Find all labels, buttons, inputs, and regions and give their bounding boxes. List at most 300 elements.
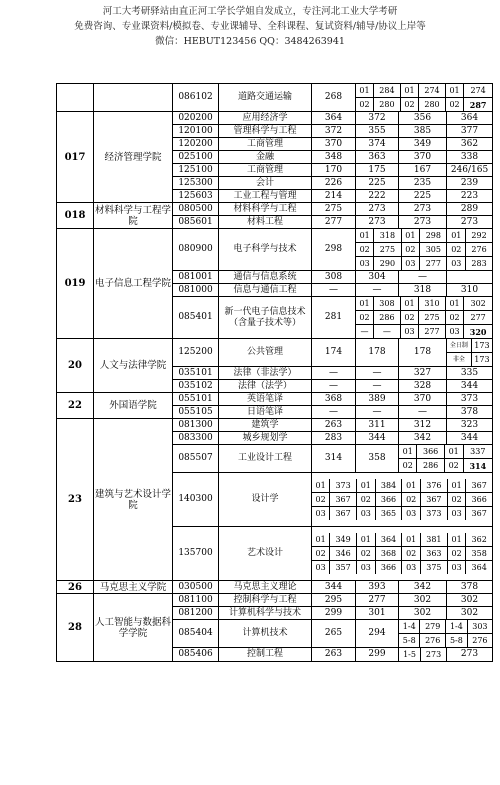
- sub-label: 03: [356, 257, 374, 271]
- sub-label: 全日制: [447, 339, 471, 353]
- sub-label: 03: [312, 507, 330, 521]
- score-cell: 328: [399, 380, 447, 393]
- score-cell: 363: [356, 151, 399, 164]
- sub-score: 364: [471, 562, 487, 572]
- score-cell: 178: [399, 339, 447, 367]
- score-cell: —: [312, 380, 356, 393]
- score-cell: [447, 271, 493, 284]
- sub-label: 02: [357, 547, 375, 561]
- sub-score: 357: [330, 561, 357, 575]
- sub-label: 01: [356, 84, 374, 98]
- sub-score: 284: [374, 84, 401, 98]
- major-code: 055101: [173, 393, 219, 406]
- score-cell: 226: [312, 177, 356, 190]
- sub-score: —: [374, 325, 401, 339]
- score-cell: 374: [356, 138, 399, 151]
- sub-score: 292: [466, 229, 492, 243]
- score-cell: —: [356, 284, 399, 297]
- score-cell: 294: [356, 620, 399, 648]
- score-cell: 223: [447, 190, 493, 203]
- major-name: 控制科学与工程: [219, 594, 312, 607]
- sub-score: 280: [419, 98, 446, 112]
- sub-score: 384: [375, 479, 402, 493]
- table-row: [57, 393, 493, 406]
- score-sub-grid: [312, 473, 493, 527]
- sub-score: 373: [420, 507, 447, 521]
- major-code: 081300: [173, 419, 219, 432]
- score-cell: 263: [312, 419, 356, 432]
- major-name: 建筑学: [219, 419, 312, 432]
- score-cell: 302: [447, 607, 493, 620]
- sub-score: 367: [330, 507, 357, 521]
- school-name: 人文与法律学院: [94, 339, 173, 393]
- page-header: [0, 4, 500, 49]
- major-name: 通信与信息系统: [219, 271, 312, 284]
- major-name: 马克思主义理论: [219, 581, 312, 594]
- score-cell: 273: [399, 216, 447, 229]
- major-name: 控制工程: [219, 648, 312, 662]
- score-cell: 167: [399, 164, 447, 177]
- sub-score: 314: [469, 460, 487, 471]
- major-name: 英语笔译: [219, 393, 312, 406]
- sub-label: 01: [447, 479, 465, 493]
- sub-label: 5-8: [446, 634, 468, 648]
- school-number: 23: [57, 419, 94, 581]
- score-cell: 273: [356, 203, 399, 216]
- score-cell: 389: [356, 393, 399, 406]
- major-name: 公共管理: [219, 339, 312, 367]
- sub-label: 03: [400, 325, 418, 339]
- school-name: 外国语学院: [94, 393, 173, 419]
- score-cell: 225: [399, 190, 447, 203]
- score-cell: 299: [356, 648, 399, 662]
- score-cell: 393: [356, 581, 399, 594]
- major-code: 035101: [173, 367, 219, 380]
- sub-label: 01: [312, 533, 330, 547]
- major-code: 081000: [173, 284, 219, 297]
- score-cell: 235: [399, 177, 447, 190]
- sub-label: 01: [447, 533, 465, 547]
- major-code: 080500: [173, 203, 219, 216]
- score-cell: 175: [356, 164, 399, 177]
- sub-score: 290: [374, 257, 401, 271]
- sub-label: 01: [400, 297, 418, 311]
- sub-label: 1-5: [399, 648, 421, 661]
- score-cell: —: [356, 367, 399, 380]
- score-cell: 312: [399, 419, 447, 432]
- major-name: 日语笔译: [219, 406, 312, 419]
- score-cell: 327: [399, 367, 447, 380]
- sub-score: 337: [463, 445, 492, 459]
- major-name: 信息与通信工程: [219, 284, 312, 297]
- score-cell: 225: [356, 177, 399, 190]
- score-sub-grid: [447, 339, 493, 367]
- score-cell: 277: [312, 216, 356, 229]
- sub-label: 5-8: [399, 634, 420, 648]
- major-code: 081100: [173, 594, 219, 607]
- score-sub-grid: [312, 527, 493, 581]
- major-code: 086102: [173, 84, 219, 112]
- score-cell: 273: [447, 216, 493, 229]
- score-cell: 323: [447, 419, 493, 432]
- sub-label: —: [356, 325, 374, 339]
- sub-label: 01: [357, 533, 375, 547]
- school-number: 018: [57, 203, 94, 229]
- school-name: 人工智能与数据科学学院: [94, 594, 173, 662]
- sub-score: 318: [374, 229, 401, 243]
- sub-score: 366: [375, 493, 402, 507]
- header-line-1: 河工大考研驿站由直正河工学长学姐自发成立，专注河北工业大学考研: [102, 6, 398, 17]
- score-cell: 311: [356, 419, 399, 432]
- score-cell: 301: [356, 607, 399, 620]
- major-name: 道路交通运输: [219, 84, 312, 112]
- major-code: 125200: [173, 339, 219, 367]
- sub-score: 276: [472, 635, 488, 645]
- sub-score: 279: [420, 620, 446, 634]
- score-cell: 273: [399, 203, 447, 216]
- sub-label: 03: [447, 257, 466, 271]
- score-cell: 283: [312, 432, 356, 445]
- score-cell: 335: [447, 367, 493, 380]
- sub-score: 303: [467, 620, 492, 634]
- sub-label: 02: [447, 243, 466, 257]
- sub-score: 358: [466, 547, 492, 561]
- score-cell: 263: [312, 648, 356, 662]
- sub-label: 03: [312, 561, 330, 575]
- score-sub-grid: [356, 84, 493, 112]
- score-cell: 299: [312, 607, 356, 620]
- sub-score: 368: [375, 547, 402, 561]
- sub-score: 310: [419, 297, 446, 311]
- major-code: 030500: [173, 581, 219, 594]
- sub-label: 02: [312, 547, 330, 561]
- sub-label: 02: [356, 311, 374, 325]
- score-cell: 302: [447, 594, 493, 607]
- sub-label: 02: [357, 493, 375, 507]
- major-code: 085401: [173, 297, 219, 339]
- school-name: 经济管理学院: [94, 112, 173, 203]
- sub-label: 01: [445, 297, 463, 311]
- score-cell: 277: [356, 594, 399, 607]
- major-name: 计算机技术: [219, 620, 312, 648]
- sub-label: 03: [357, 561, 375, 575]
- school-name: 马克思主义学院: [94, 581, 173, 594]
- major-name: 城乡规划学: [219, 432, 312, 445]
- score-cell: 178: [356, 339, 399, 367]
- major-code: 020200: [173, 112, 219, 125]
- sub-label: 03: [357, 507, 375, 521]
- score-cell: 368: [312, 393, 356, 406]
- sub-score: 375: [420, 561, 447, 575]
- sub-label: 03: [402, 507, 420, 521]
- score-cell: 314: [312, 445, 356, 473]
- sub-label: 02: [447, 493, 465, 507]
- score-cell: 246/165: [447, 164, 493, 177]
- major-code: 085406: [173, 648, 219, 662]
- major-code: 120100: [173, 125, 219, 138]
- sub-score: 376: [420, 479, 447, 493]
- sub-score: 366: [417, 445, 444, 459]
- sub-score: 280: [374, 98, 401, 112]
- major-name: 材料科学与工程: [219, 203, 312, 216]
- sub-label: 01: [356, 297, 374, 311]
- sub-score: 276: [420, 634, 446, 648]
- sub-label: 01: [357, 479, 375, 493]
- score-cell: 362: [447, 138, 493, 151]
- sub-label: 03: [447, 507, 465, 521]
- sub-label: 02: [312, 493, 330, 507]
- major-name: 应用经济学: [219, 112, 312, 125]
- sub-score: 305: [420, 243, 447, 257]
- sub-label: 01: [400, 84, 418, 98]
- table-row: [57, 229, 493, 271]
- score-sub-grid: [356, 297, 493, 339]
- score-cell: —: [312, 367, 356, 380]
- score-cell: 370: [399, 393, 447, 406]
- major-name: 工商管理: [219, 164, 312, 177]
- sub-score: 349: [330, 533, 357, 547]
- score-cell: 295: [312, 594, 356, 607]
- sub-label: 02: [401, 243, 420, 257]
- sub-score: 308: [374, 297, 401, 311]
- major-name: 设计学: [219, 473, 312, 527]
- sub-score: 274: [419, 84, 446, 98]
- score-cell: 265: [312, 620, 356, 648]
- major-code: 083300: [173, 432, 219, 445]
- score-sub-grid: [399, 620, 493, 648]
- school-number: [57, 84, 94, 112]
- sub-score: 277: [420, 257, 447, 271]
- score-cell: 372: [312, 125, 356, 138]
- score-cell: 373: [447, 393, 493, 406]
- score-cell: 344: [447, 432, 493, 445]
- sub-label: 01: [445, 84, 463, 98]
- score-cell: 281: [312, 297, 356, 339]
- sub-score: 366: [375, 561, 402, 575]
- major-code: 081200: [173, 607, 219, 620]
- school-name: 电子信息工程学院: [94, 229, 173, 339]
- sub-label: 01: [312, 479, 330, 493]
- sub-score: 275: [374, 243, 401, 257]
- score-cell: 377: [447, 125, 493, 138]
- major-name: 会计: [219, 177, 312, 190]
- score-cell: 348: [312, 151, 356, 164]
- major-name: 法律（非法学）: [219, 367, 312, 380]
- score-cell: 370: [399, 151, 447, 164]
- sub-label: 01: [444, 445, 463, 459]
- table-row: [57, 112, 493, 125]
- sub-label: 02: [399, 459, 417, 473]
- score-cell: 275: [312, 203, 356, 216]
- sub-label: 03: [445, 325, 463, 339]
- sub-label: 03: [401, 257, 420, 271]
- major-name: 新一代电子信息技术（含量子技术等）: [219, 297, 312, 339]
- sub-label: 02: [445, 98, 463, 112]
- sub-label: 01: [356, 229, 374, 243]
- score-cell: 308: [312, 271, 356, 284]
- sub-label: 02: [400, 98, 418, 112]
- score-cell: 273: [447, 648, 493, 662]
- major-code: 025100: [173, 151, 219, 164]
- school-name: [94, 84, 173, 112]
- major-name: 工业工程与管理: [219, 190, 312, 203]
- score-cell: 174: [312, 339, 356, 367]
- score-cell: 239: [447, 177, 493, 190]
- score-cell: 268: [312, 84, 356, 112]
- school-number: 20: [57, 339, 94, 393]
- sub-score: 276: [466, 243, 492, 257]
- school-name: 建筑与艺术设计学院: [94, 419, 173, 581]
- sub-score: 275: [419, 311, 446, 325]
- major-name: 法律（法学）: [219, 380, 312, 393]
- major-name: 金融: [219, 151, 312, 164]
- score-cell: 214: [312, 190, 356, 203]
- score-cell: 372: [356, 112, 399, 125]
- major-name: 艺术设计: [219, 527, 312, 581]
- score-cell: 273: [356, 216, 399, 229]
- sub-score: 277: [419, 325, 446, 339]
- sub-score: 367: [420, 493, 447, 507]
- major-code: 035102: [173, 380, 219, 393]
- sub-score: 381: [420, 533, 447, 547]
- score-sub-grid: [399, 445, 493, 473]
- school-number: 28: [57, 594, 94, 662]
- sub-score: 373: [330, 479, 357, 493]
- score-cell: —: [399, 271, 447, 284]
- major-code: 085601: [173, 216, 219, 229]
- major-code: 125603: [173, 190, 219, 203]
- sub-label: 非全: [447, 353, 471, 367]
- score-cell: 364: [312, 112, 356, 125]
- sub-label: 01: [402, 479, 420, 493]
- sub-score: 367: [466, 479, 492, 493]
- score-cell: 344: [312, 581, 356, 594]
- score-cell: 358: [356, 445, 399, 473]
- sub-score: 173: [474, 354, 490, 364]
- score-cell: 370: [312, 138, 356, 151]
- score-cell: 342: [399, 581, 447, 594]
- major-name: 工商管理: [219, 138, 312, 151]
- score-cell: 310: [447, 284, 493, 297]
- major-code: 080900: [173, 229, 219, 271]
- school-number: 22: [57, 393, 94, 419]
- sub-score: 286: [417, 459, 444, 473]
- sub-score: 362: [466, 533, 492, 547]
- sub-score: 363: [420, 547, 447, 561]
- major-code: 125300: [173, 177, 219, 190]
- header-line-3: 微信：HEBUT123456 QQ：3484263941: [155, 36, 345, 47]
- major-code: 081001: [173, 271, 219, 284]
- score-sub-grid: [356, 229, 493, 271]
- major-code: 085507: [173, 445, 219, 473]
- major-code: 125100: [173, 164, 219, 177]
- major-code: 135700: [173, 527, 219, 581]
- sub-label: 02: [402, 547, 420, 561]
- sub-score: 277: [464, 311, 492, 325]
- major-name: 工业设计工程: [219, 445, 312, 473]
- major-name: 计算机科学与技术: [219, 607, 312, 620]
- sub-label: 01: [447, 229, 466, 243]
- score-cell: 344: [356, 432, 399, 445]
- score-cell: 289: [447, 203, 493, 216]
- sub-score: 302: [464, 297, 492, 311]
- school-number: 017: [57, 112, 94, 203]
- table-row: [57, 339, 493, 367]
- sub-score: 366: [466, 493, 492, 507]
- sub-label: 01: [401, 229, 420, 243]
- sub-score: 298: [420, 229, 447, 243]
- major-code: 085404: [173, 620, 219, 648]
- sub-label: 01: [402, 533, 420, 547]
- score-cell: 364: [447, 112, 493, 125]
- major-code: 120200: [173, 138, 219, 151]
- table-row: [57, 419, 493, 432]
- sub-label: 02: [444, 459, 463, 473]
- sub-score: 320: [469, 326, 487, 337]
- sub-score: 274: [464, 84, 492, 98]
- score-cell: —: [312, 406, 356, 419]
- major-name: 电子科学与技术: [219, 229, 312, 271]
- score-cell: 318: [399, 284, 447, 297]
- table-row: [57, 594, 493, 607]
- sub-label: 1-4: [446, 620, 468, 634]
- sub-score: 367: [471, 508, 487, 518]
- score-cell: 298: [312, 229, 356, 271]
- sub-label: 03: [402, 561, 420, 575]
- table-row: [57, 84, 493, 112]
- score-cell: —: [356, 380, 399, 393]
- score-cell: 302: [399, 594, 447, 607]
- school-name: 材料科学与工程学院: [94, 204, 171, 227]
- score-cell: 385: [399, 125, 447, 138]
- sub-score: 283: [471, 258, 487, 268]
- score-cell: 304: [356, 271, 399, 284]
- sub-score: 286: [374, 311, 401, 325]
- score-cell: 338: [447, 151, 493, 164]
- table-row: [57, 203, 493, 216]
- score-cell: 222: [356, 190, 399, 203]
- major-code: 140300: [173, 473, 219, 527]
- school-number: 019: [57, 229, 94, 339]
- sub-label: 02: [356, 98, 374, 112]
- sub-label: 02: [447, 547, 465, 561]
- score-cell: 378: [447, 581, 493, 594]
- header-line-2: 免费咨询、专业课资料/模拟卷、专业课辅导、全科课程、复试资料/辅导/协议上岸等: [74, 21, 426, 32]
- score-cell: 349: [399, 138, 447, 151]
- score-cell: —: [312, 284, 356, 297]
- sub-score: 367: [330, 493, 357, 507]
- score-cell: 302: [399, 607, 447, 620]
- score-sub-grid: [399, 648, 447, 662]
- sub-score: 273: [425, 649, 442, 659]
- sub-score: 346: [330, 547, 357, 561]
- score-cell: —: [356, 406, 399, 419]
- score-cell: 170: [312, 164, 356, 177]
- school-number: 26: [57, 581, 94, 594]
- major-name: 材料工程: [219, 216, 312, 229]
- score-cell: 344: [447, 380, 493, 393]
- sub-score: 365: [375, 507, 402, 521]
- table-row: [57, 581, 493, 594]
- score-cell: 378: [447, 406, 493, 419]
- sub-label: 03: [447, 561, 465, 575]
- major-name: 管理科学与工程: [219, 125, 312, 138]
- score-table: [56, 83, 493, 662]
- score-cell: 355: [356, 125, 399, 138]
- sub-label: 02: [356, 243, 374, 257]
- sub-score: 173: [471, 339, 492, 353]
- score-cell: —: [399, 406, 447, 419]
